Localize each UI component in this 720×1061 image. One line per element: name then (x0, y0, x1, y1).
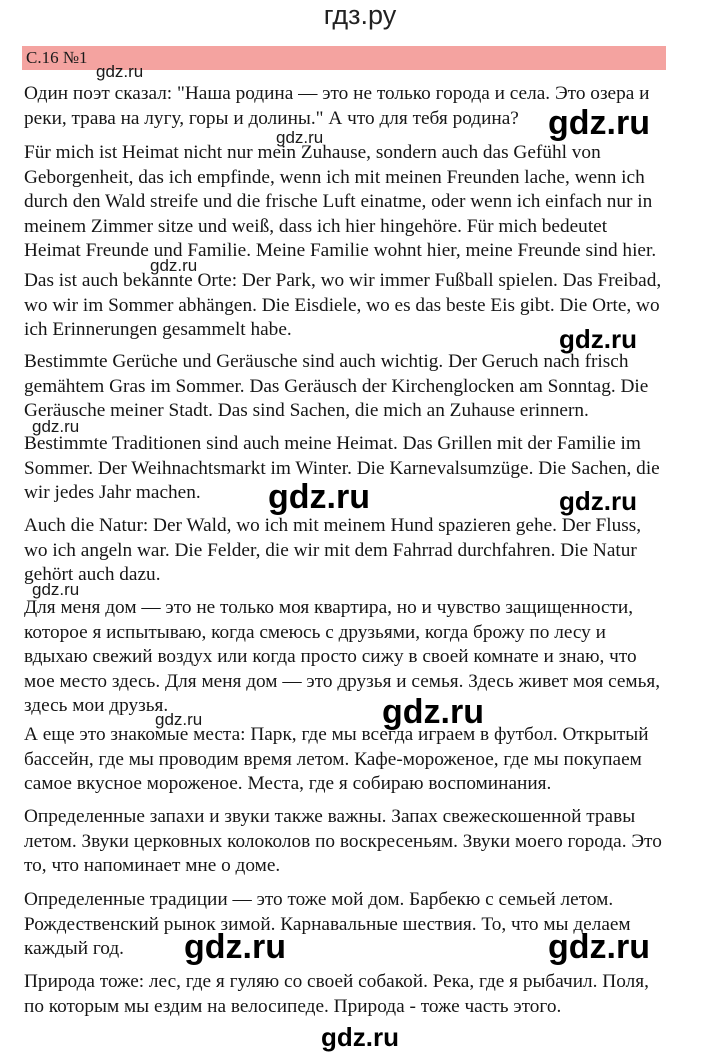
watermark: gdz.ru (559, 324, 637, 354)
paragraph-de-natur: Auch die Natur: Der Wald, wo ich mit meinem Hund spazieren gehe. Der Fluss, wo ich angeln war. Die Felder, die wir mit dem Fahrrad durchfahren. Die Natur gehört auch dazu. (24, 515, 642, 586)
watermark: gdz.ru (382, 693, 484, 731)
watermark: gdz.ru (150, 256, 198, 275)
paragraph-de-heimat: Für mich ist Heimat nicht nur mein Zuhause, sondern auch das Gefühl von Geborgenheit, das ich empfinde, wenn ich mit meinen Freunden lache, wenn ich durch den Wald streife und die frische Luft einatme, oder wenn ich einfach nur in meinem Zimmer sitze und weiß, dass ich hier hingehöre. Für mich bedeutet Heimat Freunde und Familie. Meine Familie wohnt hier, meine Freunde sind hier. (24, 142, 657, 262)
watermark: gdz.ru (268, 478, 370, 516)
watermark: gdz.ru (548, 928, 650, 966)
watermark: gdz.ru (276, 128, 324, 147)
watermark: gdz.ru (32, 417, 80, 436)
watermark: gdz.ru (32, 580, 80, 599)
watermark: gdz.ru (184, 928, 286, 966)
paragraph-de-orte: Das ist auch bekannte Orte: Der Park, wo wir immer Fußball spielen. Das Freibad, wo wir im Sommer abhängen. Die Eisdiele, wo es das beste Eis gibt. Die Orte, wo ich Erinnerungen gesammelt habe. (24, 270, 662, 341)
paragraph-question: Один поэт сказал: "Наша родина — это не только города и села. Это озера и реки, трава на лугу, горы и долины." А что для тебя родина? (24, 83, 650, 129)
paragraph-ru-priroda: Природа тоже: лес, где я гуляю со своей собакой. Река, где я рыбачил. Поля, по которым мы ездим на велосипеде. Природа - тоже часть этого. (24, 971, 649, 1017)
exercise-label: С.16 №1 (22, 46, 666, 70)
watermark: gdz.ru (548, 104, 650, 142)
footer-watermark: gdz.ru (321, 1022, 399, 1052)
watermark: gdz.ru (96, 62, 144, 81)
watermark: gdz.ru (559, 486, 637, 516)
site-title: гдз.ру (323, 0, 397, 30)
paragraph-ru-mesta: А еще это знакомые места: Парк, где мы всегда играем в футбол. Открытый бассейн, где мы проводим время летом. Кафе-мороженое, где мы покупаем самое вкусное мороженое. Места, где я собираю воспоминания. (24, 724, 649, 795)
paragraph-ru-zapahi: Определенные запахи и звуки также важны. Запах свежескошенной травы летом. Звуки церковных колоколов по воскресеньям. Звуки моего города. Это то, что напоминает мне о доме. (24, 806, 662, 877)
watermark: gdz.ru (155, 710, 203, 729)
paragraph-ru-traditsii: Определенные традиции — это тоже мой дом. Барбекю с семьей летом. Рождественский рынок зимой. Карнавальные шествия. То, что мы делаем каждый год. (24, 889, 631, 960)
paragraph-de-gerueche: Bestimmte Gerüche und Geräusche sind auch wichtig. Der Geruch nach frisch gemähtem Gras im Sommer. Das Geräusch der Kirchenglocken am Sonntag. Die Geräusche meiner Stadt. Das sind Sachen, die mich an Zuhause erinnern. (24, 351, 649, 422)
paragraph-de-traditionen: Bestimmte Traditionen sind auch meine Heimat. Das Grillen mit der Familie im Sommer. Der Weihnachtsmarkt im Winter. Die Karnevalsumzüge. Die Sachen, die wir jedes Jahr machen. (24, 433, 660, 504)
paragraph-ru-dom: Для меня дом — это не только моя квартира, но и чувство защищенности, которое я испытываю, когда смеюсь с друзьями, когда брожу по лесу и вдыхаю свежий воздух или когда просто сижу в своей комнате и знаю, что мое место здесь. Для меня дом — это друзья и семья. Здесь живет моя семья, здесь мои друзья. (24, 597, 661, 717)
